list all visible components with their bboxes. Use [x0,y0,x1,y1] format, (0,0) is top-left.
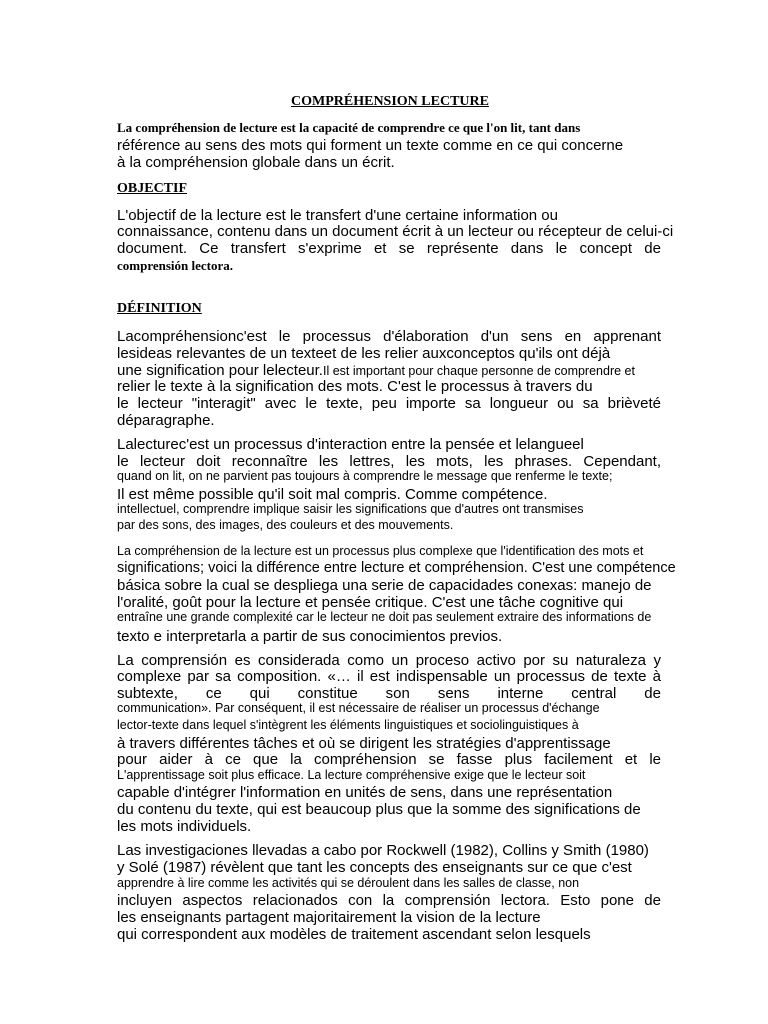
definition-line: par des sons, des images, des couleurs et des mouvements. [117,518,454,532]
definition-line: les enseignants partagent majoritairement la vision de la lecture [117,909,541,926]
definition-line [117,363,661,378]
definition-line: subtexte, ce qui constitue son sens interne central de [117,685,661,702]
definition-line: lector-texte dans lequel s'intègrent les éléments linguistiques et sociolinguistiques à [117,718,579,732]
section-heading-definition: DÉFINITION [117,301,202,316]
definition-line: L'apprentissage soit plus efficace. La lecture compréhensive exige que le lecteur soit [117,768,586,782]
definition-text-run: Il est important pour chaque personne de comprendre et [322,364,635,378]
objectif-line: document. Ce transfert s'exprime et se représente dans le concept de [117,240,661,257]
definition-line: du contenu du texte, qui est beaucoup plus que la somme des significations de [117,801,641,818]
definition-line: lesideas relevantes de un texteet de les relier auxconceptos qu'ils ont déjà [117,345,611,362]
definition-line: Lacompréhensionc'est le processus d'élaboration d'un sens en apprenant [117,328,661,345]
definition-line: pour aider à ce que la compréhension se fasse plus facilement et le [117,751,661,768]
section-heading-objectif: OBJECTIF [117,181,188,196]
page-title: COMPRÉHENSION LECTURE [291,94,489,109]
definition-line: intellectuel, comprendre implique saisir les significations que d'autres ont transmises [117,502,584,516]
definition-line: déparagraphe. [117,412,215,429]
definition-line: l'oralité, goût pour la lecture et pensée critique. C'est une tâche cognitive qui [117,594,624,611]
intro-line: référence au sens des mots qui forment un texte comme en ce qui concerne [117,137,624,154]
definition-line: significations; voici la différence entre lecture et compréhension. C'est une compétence [117,560,676,576]
definition-line: le lecteur "interagit" avec le texte, peu importe sa longueur ou sa brièveté [117,395,661,412]
definition-line: Lalecturec'est un processus d'interaction entre la pensée et lelangueel [117,436,584,453]
definition-line: y Solé (1987) révèlent que tant les concepts des enseignants sur ce que c'est [117,859,632,876]
definition-line: complexe par sa composition. «… il est indispensable un processus de texte à [117,668,661,685]
intro-line: à la compréhension globale dans un écrit. [117,154,395,171]
definition-text-run: une signification pour lelecteur. [117,362,323,379]
definition-line: incluyen aspectos relacionados con la comprensión lectora. Esto pone de [117,892,661,909]
definition-line: apprendre à lire comme les activités qui se déroulent dans les salles de classe, non [117,876,580,890]
definition-line: les mots individuels. [117,818,252,835]
definition-line: La compréhension de la lecture est un processus plus complexe que l'identification des mots et [117,544,644,558]
definition-line: texto e interpretarla a partir de sus conocimientos previos. [117,628,503,645]
definition-line: le lecteur doit reconnaître les lettres, les mots, les phrases. Cependant, [117,453,661,470]
intro-line: La compréhension de lecture est la capacité de comprendre ce que l'on lit, tant dans [117,120,581,135]
definition-line: capable d'intégrer l'information en unités de sens, dans une représentation [117,784,613,801]
definition-line: Las investigaciones llevadas a cabo por Rockwell (1982), Collins y Smith (1980) [117,842,649,859]
definition-line: relier le texte à la signification des mots. C'est le processus à travers du [117,378,593,395]
definition-line: básica sobre la cual se despliega una serie de capacidades conexas: manejo de [117,577,652,594]
definition-line: à travers différentes tâches et où se dirigent les stratégies d'apprentissage [117,735,611,752]
definition-line: quand on lit, on ne parvient pas toujours à comprendre le message que renferme le texte; [117,469,613,483]
objectif-line: L'objectif de la lecture est le transfert d'une certaine information ou [117,207,558,224]
definition-line: entraîne une grande complexité car le lecteur ne doit pas seulement extraire des informations de [117,610,652,624]
objectif-line: comprensión lectora. [117,258,234,273]
objectif-line: connaissance, contenu dans un document écrit à un lecteur ou récepteur de celui-ci [117,223,674,240]
definition-line: Il est même possible qu'il soit mal compris. Comme compétence. [117,486,548,503]
definition-line: communication». Par conséquent, il est nécessaire de réaliser un processus d'échange [117,701,600,715]
definition-line: La comprensión es considerada como un proceso activo por su naturaleza y [117,652,661,669]
definition-line: qui correspondent aux modèles de traitement ascendant selon lesquels [117,926,591,943]
